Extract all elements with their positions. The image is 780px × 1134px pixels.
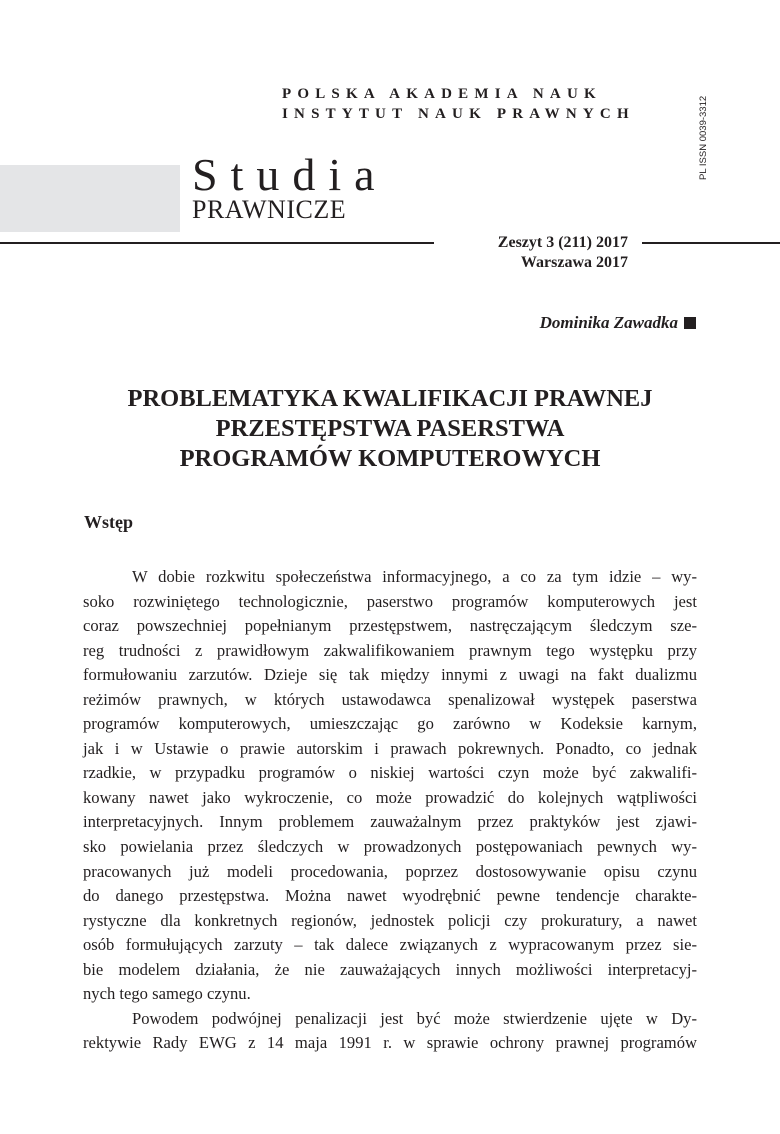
body-line: rzadkie, w przypadku programów o niskiej wartości czyn może być zakwalifi-: [83, 763, 697, 783]
issn-label: PL ISSN 0039-3312: [698, 95, 709, 180]
body-line: rystyczne dla konkretnych regionów, jednostek policji czy prokuratury, a nawet: [83, 910, 697, 930]
body-line: pracowanych już modeli procedowania, poprzez dostosowywanie opisu czynu: [83, 861, 697, 881]
header-rule-right: [642, 242, 780, 244]
article-title-line: PROGRAMÓW KOMPUTEROWYCH: [179, 445, 601, 472]
article-body: [83, 565, 697, 1056]
body-line: sko powielania przez śledczych w prowadzonych postępowaniach pewnych wy-: [83, 837, 697, 857]
body-line: Powodem podwójnej penalizacji jest być może stwierdzenie ujęte w Dy-: [132, 1008, 697, 1028]
journal-logo-block: [0, 165, 180, 232]
body-line: reżimów prawnych, w których ustawodawca spenalizował występek paserstwa: [83, 689, 697, 709]
body-line: do danego przestępstwa. Można nawet wyodrębnić pewne tendencje charakte-: [83, 886, 697, 906]
journal-title: Studia: [192, 149, 388, 200]
body-line: W dobie rozkwitu społeczeństwa informacyjnego, a co za tym idzie – wy-: [132, 567, 697, 586]
section-heading: Wstęp: [84, 512, 133, 532]
body-line: reg trudności z prawidłowym zakwalifikowaniem prawnym tego występku przy: [83, 640, 697, 660]
author-marker-square-icon: [684, 317, 696, 329]
body-line: formułowaniu zarzutów. Dzieje się tak między innymi z uwagi na fakt dualizmu: [83, 665, 697, 685]
body-line: kowany nawet jako wykroczenie, co może prowadzić do kolejnych wątpliwości: [83, 787, 697, 807]
body-line: programów komputerowych, umieszczając go zarówno w Kodeksie karnym,: [83, 714, 697, 734]
body-line: osób formułujących zarzuty – tak dalece związanych z wypracowanym przez sie-: [83, 935, 697, 955]
issue-number: Zeszyt 3 (211) 2017: [497, 234, 628, 251]
body-line: soko rozwiniętego technologicznie, paserstwo programów komputerowych jest: [83, 591, 697, 611]
body-line: rektywie Rady EWG z 14 maja 1991 r. w sprawie ochrony prawnej programów: [83, 1033, 697, 1053]
body-line: interpretacyjnych. Innym problemem zauważalnym przez praktyków jest zjawi-: [83, 812, 697, 832]
body-line: jak i w Ustawie o prawie autorskim i prawach pokrewnych. Ponadto, co jednak: [83, 738, 697, 758]
journal-subtitle: PRAWNICZE: [192, 195, 347, 224]
article-title-line: PRZESTĘPSTWA PASERSTWA: [215, 415, 565, 442]
issue-place-year: Warszawa 2017: [520, 254, 628, 271]
body-line: bie modelem działania, że nie zauważających innych możliwości interpretacyj-: [83, 959, 697, 979]
author-name: Dominika Zawadka: [539, 313, 678, 332]
institution-name: POLSKA AKADEMIA NAUK: [282, 86, 602, 102]
body-line: nych tego samego czynu.: [83, 984, 251, 1004]
author-line: [540, 313, 696, 333]
institute-name: INSTYTUT NAUK PRAWNYCH: [282, 106, 635, 122]
article-title-line: PROBLEMATYKA KWALIFIKACJI PRAWNEJ: [127, 385, 653, 412]
article-title: [60, 384, 720, 474]
body-line: coraz powszechniej popełnianym przestępstwem, nastręczającym śledczym sze-: [83, 616, 697, 636]
header-rule-left: [0, 242, 434, 244]
